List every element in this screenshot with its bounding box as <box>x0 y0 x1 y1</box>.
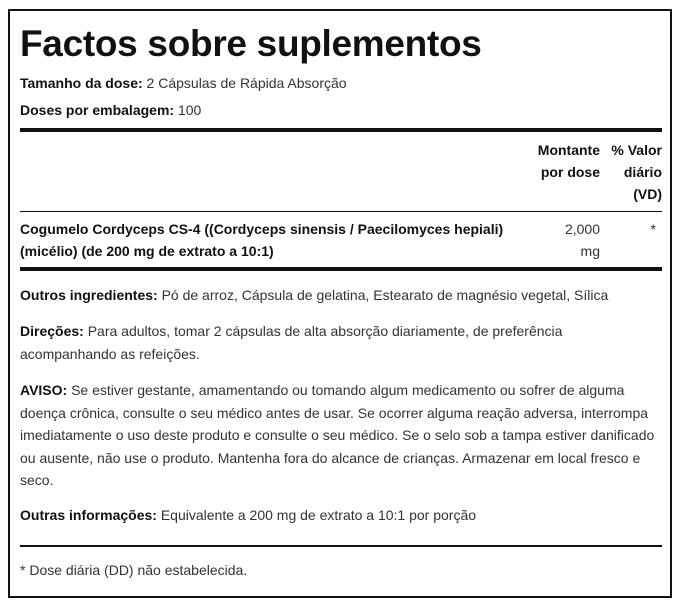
servings-per-container-value: 100 <box>177 102 202 118</box>
supplement-facts-panel <box>8 9 672 598</box>
serving-size-label: Tamanho da dose: <box>20 75 143 91</box>
ingredient-name-line: Cogumelo Cordyceps CS-4 ((Cordyceps sinensis / Paecilomyces hepiali) <box>20 221 504 237</box>
daily-value-asterisk: * <box>650 221 656 237</box>
warning-text: Se estiver gestante, amamentando ou tomando algum medicamento ou sofrer de alguma doença crônica, consulte o seu médico antes de usar. Se ocorrer alguma reação adversa, interrompa imediatamente o uso deste produto e consulte o seu médico. Se o selo sob a tampa estiver danificado ou ausente, não use o produto. Mantenha fora do alcance de crianças. Armazenar em local fresco e seco. <box>20 382 655 488</box>
serving-size <box>20 75 347 91</box>
servings-per-container <box>20 102 201 118</box>
footnote: * Dose diária (DD) não estabelecida. <box>20 562 248 578</box>
dv-header-line: (VD) <box>633 186 662 202</box>
other-information <box>20 504 658 527</box>
other-information-text: Equivalente a 200 mg de extrato a 10:1 por porção <box>160 507 477 523</box>
daily-value-header <box>602 139 662 205</box>
ingredient-name-line: (micélio) (de 200 mg de extrato a 10:1) <box>20 243 274 259</box>
other-ingredients <box>20 284 658 307</box>
thick-divider <box>20 128 662 132</box>
amount-value: 2,000 <box>564 221 600 237</box>
warning <box>20 379 658 492</box>
panel-title: Factos sobre suplementos <box>20 23 482 64</box>
amount-header-line: Montante <box>537 142 600 158</box>
amount-per-serving-header <box>520 139 600 183</box>
ingredient-name <box>20 218 520 262</box>
amount-unit: mg <box>580 243 600 259</box>
warning-label: AVISO: <box>20 382 68 398</box>
servings-per-container-label: Doses por embalagem: <box>20 102 175 118</box>
amount-header-line: por dose <box>540 164 600 180</box>
other-ingredients-label: Outros ingredientes: <box>20 287 158 303</box>
other-information-label: Outras informações: <box>20 507 157 523</box>
directions-label: Direções: <box>20 323 84 339</box>
thick-divider <box>20 267 662 271</box>
serving-size-value: 2 Cápsulas de Rápida Absorção <box>146 75 347 91</box>
ingredient-daily-value <box>626 218 656 240</box>
dv-header-line: diário <box>623 164 662 180</box>
directions-text: Para adultos, tomar 2 cápsulas de alta absorção diariamente, de preferência acompanhando as refeições. <box>20 323 563 362</box>
ingredient-amount <box>540 218 600 262</box>
directions <box>20 320 658 365</box>
dv-header-line: % Valor <box>611 142 662 158</box>
other-ingredients-text: Pó de arroz, Cápsula de gelatina, Estearato de magnésio vegetal, Sílica <box>161 287 609 303</box>
thin-divider <box>20 211 662 212</box>
footer-divider <box>20 545 662 547</box>
